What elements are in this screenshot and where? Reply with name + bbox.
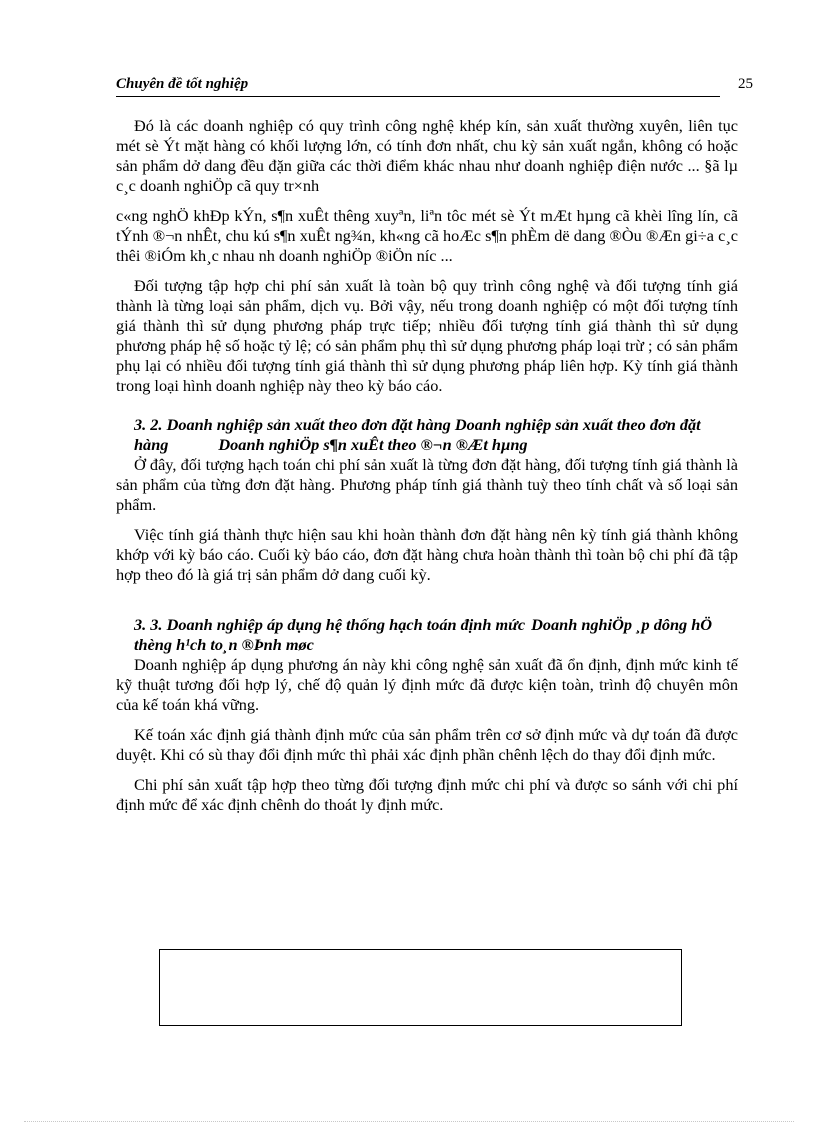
paragraph-4: Việc tính giá thành thực hiện sau khi hoàn thành đơn đặt hàng nên kỳ tính giá thành không khớp với kỳ báo cáo. Cuối kỳ báo cáo, đơn đặt hàng chưa hoàn thành thì toàn bộ chi phí đã tập hợp theo đó là giá trị sản phẩm dở dang cuối kỳ. xyxy=(116,525,738,584)
paragraph-1-garbled: c«ng nghÖ khÐp kÝn, s¶n xuÊt thêng xuyªn, liªn tôc mét sè Ýt mÆt hµng cã khèi lîng lín, cã tÝnh ®¬n nhÊt, chu kú s¶n xuÊt ng¾n, kh«ng cã hoÆc s¶n phÈm dë dang ®Òu ®Æn gi÷a c¸c thêi ®iÓm kh¸c nhau nh doanh nghiÖp ®iÖn níc ... xyxy=(116,206,738,265)
section-heading-3-2-text: 3. 2. Doanh nghiệp sản xuất theo đơn đặt hàng Doanh nghiệp sản xuất theo đơn đặt hàng xyxy=(134,415,701,454)
header-title: Chuyên đề tốt nghiệp xyxy=(116,76,249,92)
page-header xyxy=(116,74,720,97)
page-number: 25 xyxy=(738,76,753,92)
paragraph-6: Kế toán xác định giá thành định mức của sản phẩm trên cơ sở định mức và dự toán đã được duyệt. Khi có sù thay đổi định mức thì phải xác định phần chênh lệch do thay đổi định mức. xyxy=(116,725,738,764)
section-heading-3-3 xyxy=(116,615,738,655)
document-body xyxy=(116,116,738,825)
paragraph-5: Doanh nghiệp áp dụng phương án này khi công nghệ sản xuất đã ổn định, định mức kinh tế kỹ thuật tương đối hợp lý, chế độ quản lý định mức đã được kiện toàn, trình độ chuyên môn của kế toán khá vững. xyxy=(116,655,738,714)
section-heading-3-3-text: 3. 3. Doanh nghiệp áp dụng hệ thống hạch toán định mức xyxy=(134,615,526,634)
paragraph-3: Ở đây, đối tượng hạch toán chi phí sản xuất là từng đơn đặt hàng, đối tượng tính giá thành là sản phẩm của từng đơn đặt hàng. Phương pháp tính giá thành tuỳ theo tính chất và số loại sản phẩm. xyxy=(116,455,738,514)
paragraph-1: Đó là các doanh nghiệp có quy trình công nghệ khép kín, sản xuất thường xuyên, liên tục mét sè Ýt mặt hàng có khối lượng lớn, có tính đơn nhất, chu kỳ sản xuất ngắn, không có hoặc sản phẩm dở dang đều đặn giữa các thời điểm khác nhau như doanh nghiệp điện nước ... §ã lµ c¸c doanh nghiÖp cã quy tr×nh xyxy=(116,116,738,195)
section-heading-3-2 xyxy=(116,415,738,455)
footer-divider xyxy=(24,1121,794,1122)
paragraph-2: Đối tượng tập hợp chi phí sản xuất là toàn bộ quy trình công nghệ và đối tượng tính giá thành là từng loại sản phẩm, dịch vụ. Bởi vậy, nếu trong doanh nghiệp có một đối tượng tính giá thành thì sử dụng phương pháp trực tiếp; nhiều đối tượng tính giá thành thì sử dụng phương pháp hệ số hoặc tỷ lệ; có sản phẩm phụ thì sử dụng phương pháp loại trừ ; có sản phẩm phụ lại có nhiều đối tượng tính giá thành thì sử dụng phương pháp liên hợp. Kỳ tính giá thành trong loại hình doanh nghiệp này theo kỳ báo cáo. xyxy=(116,276,738,395)
section-heading-3-3-garbled: Doanh nghiÖp ¸p dông hÖ thèng h¹ch to¸n ®Þnh møc xyxy=(134,615,713,654)
empty-text-box xyxy=(159,949,682,1026)
paragraph-7: Chi phí sản xuất tập hợp theo từng đối tượng định mức chi phí và được so sánh với chi phí định mức để xác định chênh do thoát ly định mức. xyxy=(116,775,738,814)
section-heading-3-2-garbled: Doanh nghiÖp s¶n xuÊt theo ®¬n ®Æt hµng xyxy=(218,435,528,454)
